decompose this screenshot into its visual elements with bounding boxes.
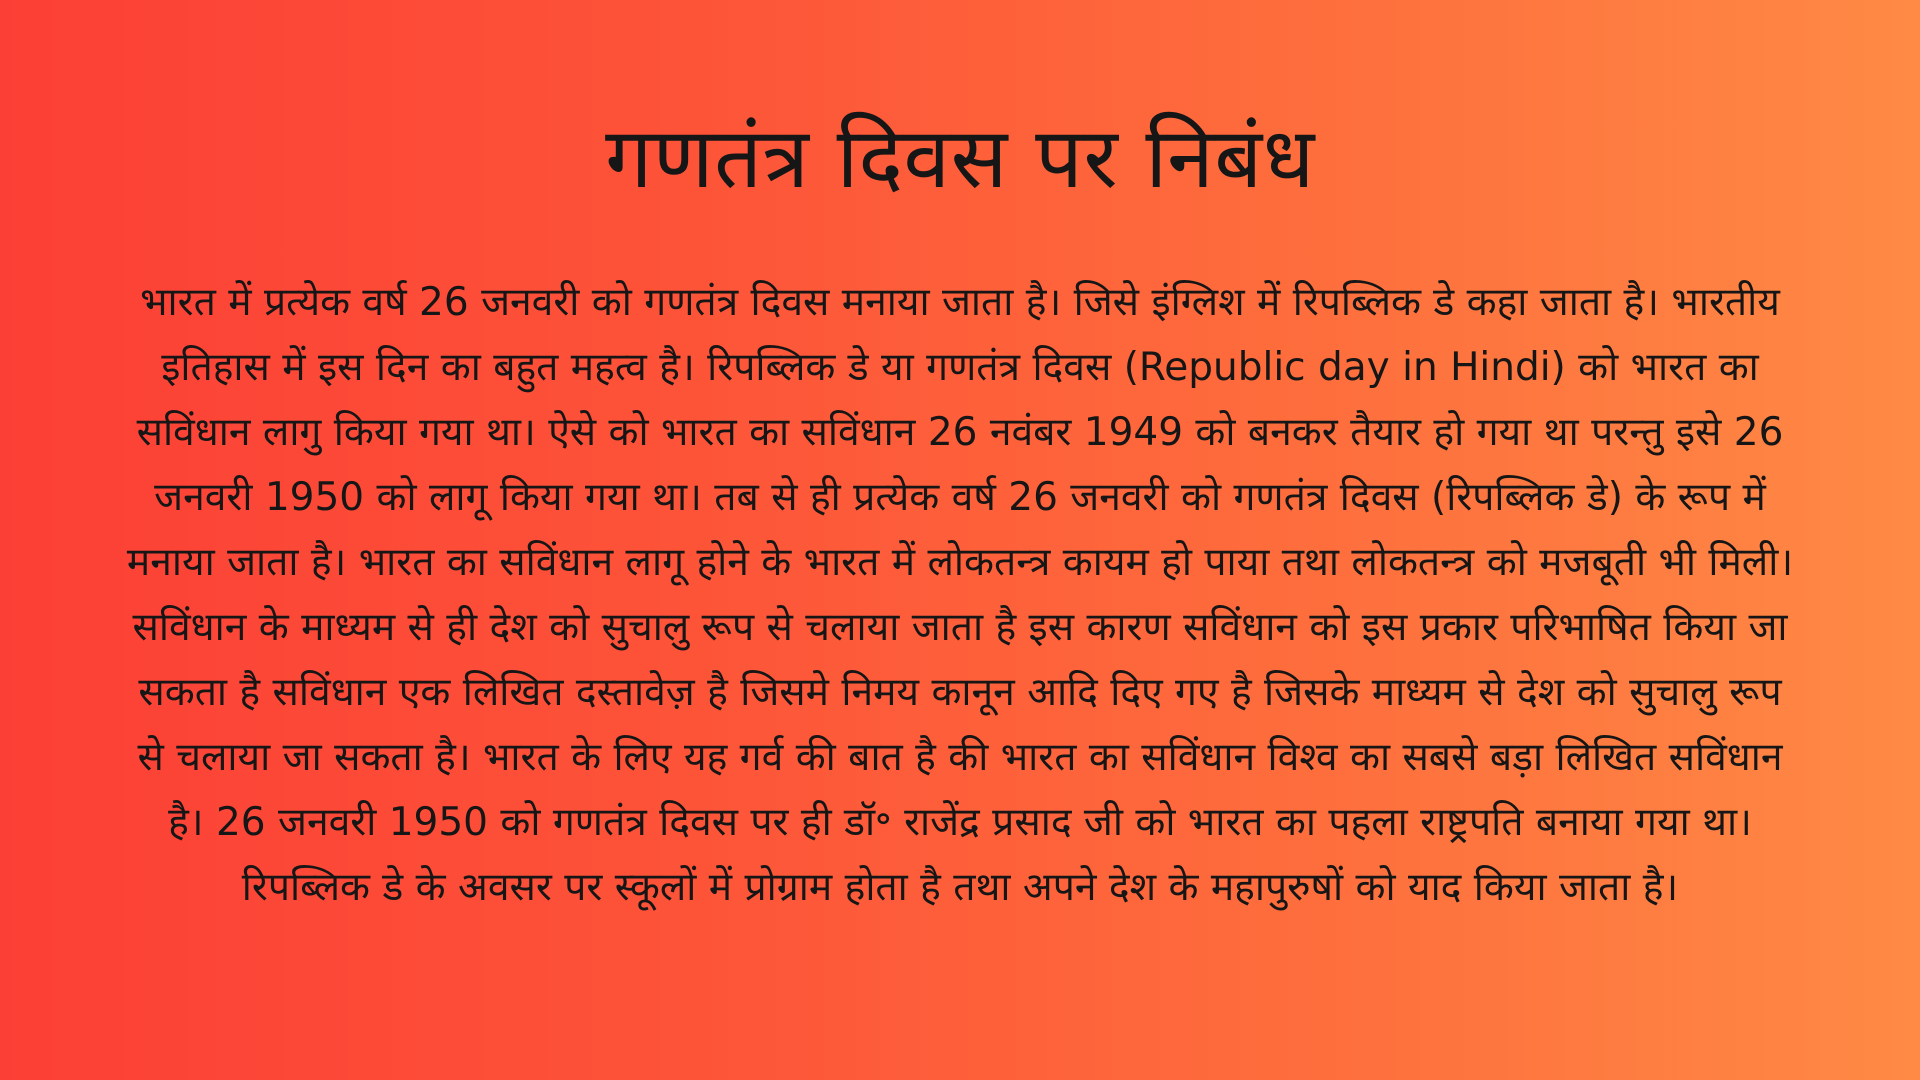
essay-paragraph (0, 270, 1920, 920)
paragraph-line: है। 26 जनवरी 1950 को गणतंत्र दिवस पर ही डॉ॰ राजेंद्र प्रसाद जी को भारत का पहला राष्ट्रपति बनाया गया था। (168, 800, 1752, 845)
paragraph-line: सविंधान लागु किया गया था। ऐसे को भारत का सविंधान 26 नवंबर 1949 को बनकर तैयार हो गया था परन्तु इसे 26 (136, 410, 1784, 455)
paragraph-line: रिपब्लिक डे के अवसर पर स्कूलों में प्रोग्राम होता है तथा अपने देश के महापुरुषों को याद किया जाता है। (241, 865, 1679, 910)
essay-title: गणतंत्र दिवस पर निबंध (605, 109, 1315, 207)
paragraph-line: सविंधान के माध्यम से ही देश को सुचालु रूप से चलाया जाता है इस कारण सविंधान को इस प्रकार परिभाषित किया जा (132, 605, 1788, 650)
paragraph-line: से चलाया जा सकता है। भारत के लिए यह गर्व की बात है की भारत का सविंधान विश्व का सबसे बड़ा लिखित सविंधान (137, 735, 1783, 780)
paragraph-line: मनाया जाता है। भारत का सविंधान लागू होने के भारत में लोकतन्त्र कायम हो पाया तथा लोकतन्त्र को मजबूती भी मिली। (126, 540, 1794, 585)
paragraph-line: जनवरी 1950 को लागू किया गया था। तब से ही प्रत्येक वर्ष 26 जनवरी को गणतंत्र दिवस (रिपब्लिक डे) के रूप में (154, 475, 1766, 520)
paragraph-line: सकता है सविंधान एक लिखित दस्तावेज़ है जिसमे निमय कानून आदि दिए गए है जिसके माध्यम से देश को सुचालु रूप (138, 670, 1782, 715)
paragraph-line: इतिहास में इस दिन का बहुत महत्व है। रिपब्लिक डे या गणतंत्र दिवस (Republic day in Hindi) को भारत का (161, 345, 1759, 390)
paragraph-line: भारत में प्रत्येक वर्ष 26 जनवरी को गणतंत्र दिवस मनाया जाता है। जिसे इंग्लिश में रिपब्लिक डे कहा जाता है। भारतीय (140, 280, 1780, 325)
